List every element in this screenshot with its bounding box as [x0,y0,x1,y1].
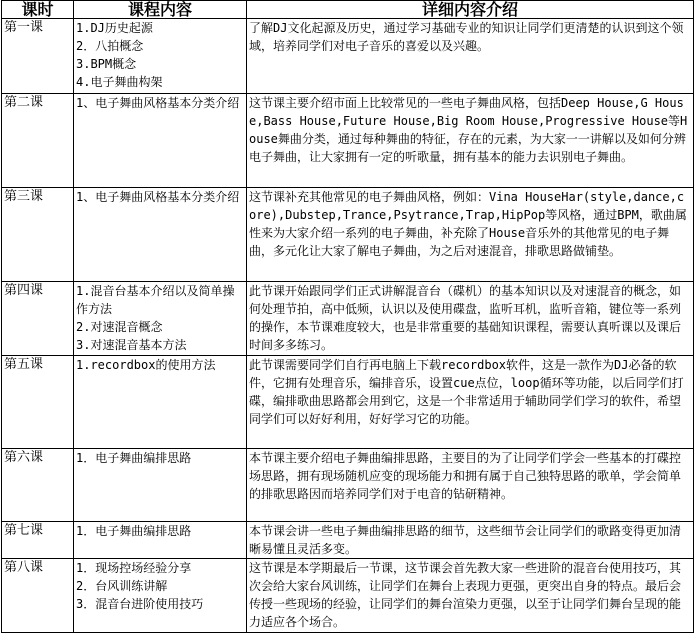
content-cell [74,282,247,356]
content-item: 1．电子舞曲编排思路 [76,451,192,465]
content-cell [74,449,247,522]
table-row [2,356,694,449]
content-item: 3．混音台进阶使用技巧 [76,597,204,611]
content-item: 2.对速混音概念 [76,320,163,334]
detail-cell: 本节课会讲一些电子舞曲编排思路的细节，这些细节会让同学们的歌路变得更加清晰易懂且灵活多变。 [247,522,694,559]
header-lesson: 课时 [2,1,74,19]
content-item: 2．台风训练讲解 [76,579,168,593]
lesson-cell: 第三课 [2,188,74,282]
content-item: 1、电子舞曲风格基本分类介绍 [76,190,240,204]
table-row [2,559,694,633]
lesson-cell: 第一课 [2,19,74,94]
content-cell [74,522,247,559]
content-item: 4.电子舞曲构架 [76,75,163,89]
content-item: 1、电子舞曲风格基本分类介绍 [76,96,240,110]
content-cell [74,356,247,449]
content-cell [74,188,247,282]
content-cell [74,559,247,633]
lesson-cell: 第五课 [2,356,74,449]
content-item: 1．现场控场经验分享 [76,561,192,575]
table-row [2,449,694,522]
content-item: 1.DJ历史起源 [76,21,153,35]
header-row [2,1,694,19]
detail-cell: 了解DJ文化起源及历史，通过学习基础专业的知识让同学们更清楚的认识到这个领域，培养同学们对电子音乐的喜爱以及兴趣。 [247,19,694,94]
content-cell [74,94,247,188]
content-item: 2．八拍概念 [76,39,144,53]
table-row [2,94,694,188]
detail-cell: 这节课是本学期最后一节课，这节课会首先教大家一些进阶的混音台使用技巧，其次会给大家台风训练，让同学们在舞台上表现力更强，更突出自身的特点。最后会传授一些现场的经验，让同学们的舞台渲染力更强，以至于让同学们舞台呈现的能力适应各个场合。 [247,559,694,633]
course-table [1,0,694,633]
content-item: 3.BPM概念 [76,57,137,71]
content-item: 1．电子舞曲编排思路 [76,524,192,538]
content-item: 1.recordbox的使用方法 [76,358,216,372]
detail-cell: 此节课需要同学们自行再电脑上下载recordbox软件，这是一款作为DJ必备的软件，它拥有处理音乐，编排音乐，设置cue点位，loop循环等功能，以后同学们打碟，编排歌曲思路都会用到它，这是一个非常适用于辅助同学们学习的软件，希望同学们可以好好利用，好好学习它的功能。 [247,356,694,449]
content-cell [74,19,247,94]
table-row [2,282,694,356]
table-row [2,188,694,282]
header-content: 课程内容 [74,1,247,19]
detail-cell: 本节课主要介绍电子舞曲编排思路，主要目的为了让同学们学会一些基本的打碟控场思路，拥有现场随机应变的现场能力和拥有属于自己独特思路的歌单，学会简单的排歌思路因而培养同学们对于电音的钻研精神。 [247,449,694,522]
detail-cell: 此节课开始跟同学们正式讲解混音台（碟机）的基本知识以及对速混音的概念，如何处理节拍，高中低频，认识以及使用碟盘，监听耳机，监听音箱，键位等一系列的操作，本节课难度较大，也是非常重要的基础知识课程，需要认真听课以及课后时间多多练习。 [247,282,694,356]
table-row [2,522,694,559]
detail-cell: 这节课主要介绍市面上比较常见的一些电子舞曲风格，包括Deep House,G House,Bass House,Future House,Big Room House,Progressive House等House舞曲分类，通过每种舞曲的特征，存在的元素，为大家一一讲解以及如何分辨电子舞曲，让大家拥有一定的听歌量，拥有基本的能力去识别电子舞曲。 [247,94,694,188]
lesson-cell: 第二课 [2,94,74,188]
content-item: 1.混音台基本介绍以及简单操作方法 [76,284,235,316]
lesson-cell: 第六课 [2,449,74,522]
lesson-cell: 第七课 [2,522,74,559]
detail-cell: 这节课补充其他常见的电子舞曲风格，例如：Vina HouseHar(style,dance,core),Dubstep,Trance,Psytrance,Trap,HipPop等风格，通过BPM，歌曲属性来为大家介绍一系列的电子舞曲，补充除了House音乐外的其他常见的电子舞曲，多元化让大家了解电子舞曲，为之后对速混音，排歌思路做铺垫。 [247,188,694,282]
lesson-cell: 第四课 [2,282,74,356]
header-detail: 详细内容介绍 [247,1,694,19]
content-item: 3.对速混音基本方法 [76,338,187,352]
lesson-cell: 第八课 [2,559,74,633]
table-row [2,19,694,94]
